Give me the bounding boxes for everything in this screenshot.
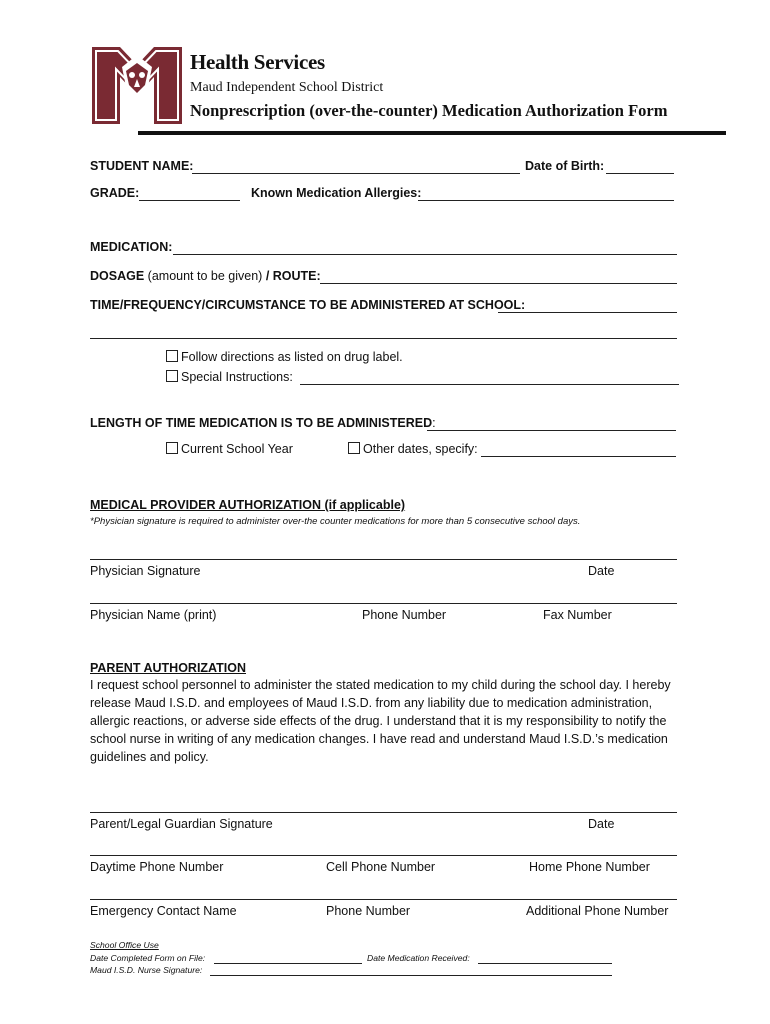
district-logo [92,47,182,124]
dosage-hint: (amount to be given) [147,269,263,283]
dosage-label: DOSAGE [90,269,145,283]
physician-fax-label: Fax Number [543,608,612,622]
time-frequency-field-continued[interactable] [90,338,677,339]
dob-field[interactable] [606,173,674,174]
current-school-year-checkbox[interactable] [166,442,178,454]
date-completed-field[interactable] [214,963,362,964]
other-dates-checkbox[interactable] [348,442,360,454]
grade-label: GRADE: [90,186,140,200]
follow-directions-checkbox[interactable] [166,350,178,362]
dosage-route-field[interactable] [320,283,677,284]
header-rule [138,131,726,135]
emergency-contact-field[interactable] [90,899,677,900]
guardian-signature-label: Parent/Legal Guardian Signature [90,817,273,831]
date-received-field[interactable] [478,963,612,964]
physician-signature-label: Physician Signature [90,564,201,578]
emergency-phone-label: Phone Number [326,904,411,918]
parent-authorization-text: I request school personnel to administer the stated medication to my child during the school day. I hereby release Maud I.S.D. and employees of Maud I.S.D. from any liability due to medication administration, allergic reactions, or adverse side effects of the drug. I understand that it is my responsibility to notify the school nurse in writing of any medication changes. I have read and understand Maud I.S.D.’s medication guidelines and policy. [90,678,671,764]
option-special-instructions[interactable] [166,370,293,384]
option-other-dates[interactable] [348,442,478,456]
page-title: Health Services [190,50,325,74]
special-instructions-checkbox[interactable] [166,370,178,382]
physician-phone-label: Phone Number [362,608,447,622]
guardian-signature-field[interactable] [90,812,677,813]
home-phone-label: Home Phone Number [529,860,650,874]
length-of-time-label: LENGTH OF TIME MEDICATION IS TO BE ADMINISTERED [90,416,433,430]
emergency-contact-label: Emergency Contact Name [90,904,237,918]
date-received-label: Date Medication Received: [367,953,470,963]
allergies-label: Known Medication Allergies: [251,186,422,200]
additional-phone-label: Additional Phone Number [526,904,669,918]
physician-signature-field[interactable] [90,559,677,560]
daytime-phone-label: Daytime Phone Number [90,860,224,874]
special-instructions-field[interactable] [300,384,679,385]
dob-label: Date of Birth: [525,159,605,173]
dosage-row [90,269,321,283]
length-colon: : [432,416,436,430]
student-name-label: STUDENT NAME: [90,159,194,173]
time-frequency-label: TIME/FREQUENCY/CIRCUMSTANCE TO BE ADMINISTERED AT SCHOOL: [90,298,526,312]
length-of-time-row [90,416,436,430]
grade-field[interactable] [139,200,240,201]
current-school-year-text: Current School Year [181,442,293,456]
follow-directions-text: Follow directions as listed on drug label. [181,350,403,364]
option-current-school-year[interactable] [166,442,293,456]
provider-note: *Physician signature is required to administer over-the counter medications for more than 5 consecutive school days. [90,516,581,527]
district-name: Maud Independent School District [190,80,384,95]
allergies-field[interactable] [418,200,674,201]
option-follow-directions[interactable] [166,350,403,364]
other-dates-field[interactable] [481,456,676,457]
guardian-date-label: Date [588,817,615,831]
nurse-signature-label: Maud I.S.D. Nurse Signature: [90,965,203,975]
other-dates-text: Other dates, specify: [363,442,478,456]
parent-heading: PARENT AUTHORIZATION [90,661,247,675]
special-instructions-text: Special Instructions: [181,370,293,384]
medication-label: MEDICATION: [90,240,173,254]
time-frequency-field[interactable] [498,312,677,313]
physician-name-label: Physician Name (print) [90,608,217,622]
student-name-field[interactable] [192,173,520,174]
length-of-time-field[interactable] [427,430,676,431]
date-completed-label: Date Completed Form on File: [90,953,206,963]
form-title: Nonprescription (over-the-counter) Medication Authorization Form [190,101,668,120]
physician-date-label: Date [588,564,615,578]
office-use-heading: School Office Use [90,940,159,950]
cell-phone-label: Cell Phone Number [326,860,436,874]
medication-field[interactable] [173,254,677,255]
phone-numbers-field[interactable] [90,855,677,856]
route-label: / ROUTE: [265,269,321,283]
provider-heading: MEDICAL PROVIDER AUTHORIZATION (if applicable) [90,498,406,512]
nurse-signature-field[interactable] [210,975,612,976]
physician-name-field[interactable] [90,603,677,604]
